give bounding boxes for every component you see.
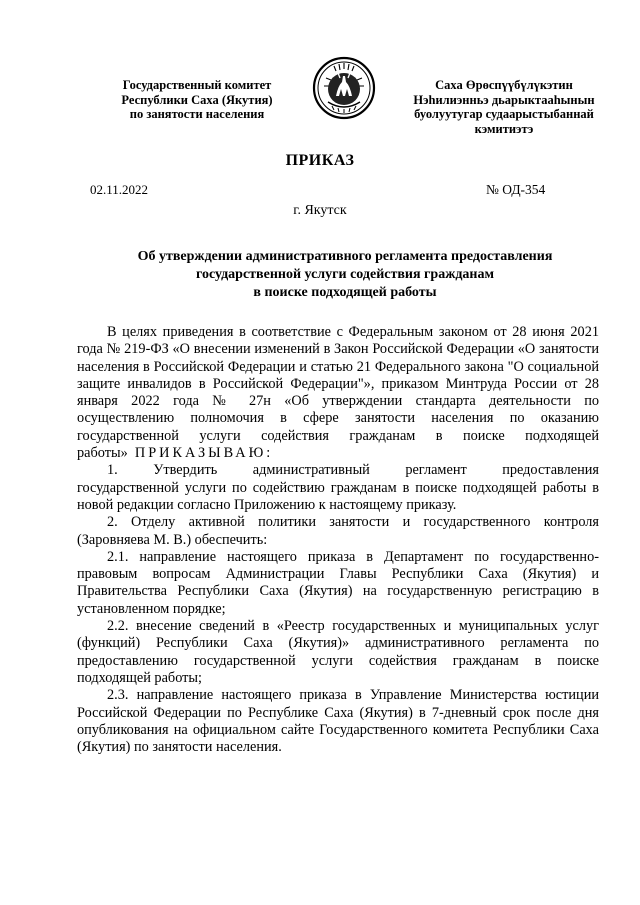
- agency-name-line: Республики Саха (Якутия): [121, 92, 273, 107]
- agency-name-line: кэмитиэтэ: [474, 121, 534, 136]
- letterhead: [0, 52, 640, 136]
- order-keyword: ПРИКАЗЫВАЮ:: [134, 445, 274, 462]
- item-1-word: регламент: [405, 462, 467, 479]
- item-2-3-paragraph: 2.3. направление настоящего приказа в Управление Министерства юстиции Российской Федерации по Республике Саха (Якутия) в 7-дневный срок после дня опубликования на официальном сайте Государственного комитета Республики Саха (Якутия) по занятости населения.: [77, 687, 599, 756]
- subject-line: государственной услуги содействия гражданам: [195, 267, 495, 282]
- agency-name-line: Саха Өрөспүүбүлүкэтин: [435, 78, 573, 92]
- item-1-word: предоставления: [502, 462, 599, 479]
- document-date: 02.11.2022: [90, 182, 149, 197]
- subject-line: в поиске подходящей работы: [253, 285, 437, 300]
- item-1-word: Утвердить: [153, 462, 218, 479]
- document-title: ПРИКАЗ: [285, 152, 355, 169]
- agency-name-russian: [92, 78, 302, 122]
- item-1-word: 1.: [107, 462, 118, 479]
- document-subject: [90, 248, 600, 302]
- item-1-continuation: государственной услуги по содействию гражданам в поиске подходящей работы в новой редакции согласно Приложению к настоящему приказу.: [77, 479, 599, 513]
- agency-name-line: Нэһилиэнньэ дьарыктааһынын: [413, 92, 595, 107]
- document-number: № ОД-354: [486, 182, 546, 197]
- agency-name-sakha: [388, 78, 620, 136]
- document-body: [77, 324, 599, 756]
- preamble-text: В целях приведения в соответствие с Федеральным законом от 28 июня 2021 года № 219-ФЗ «О внесении изменений в Закон Российской Федерации «О занятости населения в Российской Федерации и статью 21 Федерального закона "О социальной защите инвалидов в Российской Федерации"», приказом Минтруда России от 28 января 2022 года № 27н «Об утверждении стандарта деятельности по осуществлению полномочия в сфере занятости населения по оказанию государственной услуги содействия гражданам в поиске подходящей работы»: [77, 324, 599, 462]
- item-2-paragraph: 2. Отделу активной политики занятости и государственного контроля (Заровняева М. В.) обеспечить:: [77, 514, 599, 548]
- agency-name-line: буолуутугар судаарыстыбаннай: [414, 107, 594, 121]
- sakha-coat-of-arms-icon: [312, 56, 376, 120]
- item-2-2-paragraph: 2.2. внесение сведений в «Реестр государственных и муниципальных услуг (функций) Республики Саха (Якутия)» административного регламента по предоставлению государственной услуги содействия гражданам в поиске подходящей работы;: [77, 618, 599, 686]
- item-1-first-line: [107, 462, 599, 479]
- item-2-1-paragraph: 2.1. направление настоящего приказа в Департамент по государственно-правовым вопросам Администрации Главы Республики Саха (Якутия) и Правительства Республики Саха (Якутия) на государственную регистрацию в установленном порядке;: [77, 548, 599, 617]
- document-city: г. Якутск: [293, 203, 347, 218]
- item-1-word: административный: [252, 462, 370, 479]
- subject-line: Об утверждении административного регламента предоставления: [137, 249, 553, 264]
- agency-name-line: по занятости населения: [129, 107, 265, 121]
- preamble-paragraph: [77, 324, 599, 462]
- agency-name-line: Государственный комитет: [122, 78, 272, 92]
